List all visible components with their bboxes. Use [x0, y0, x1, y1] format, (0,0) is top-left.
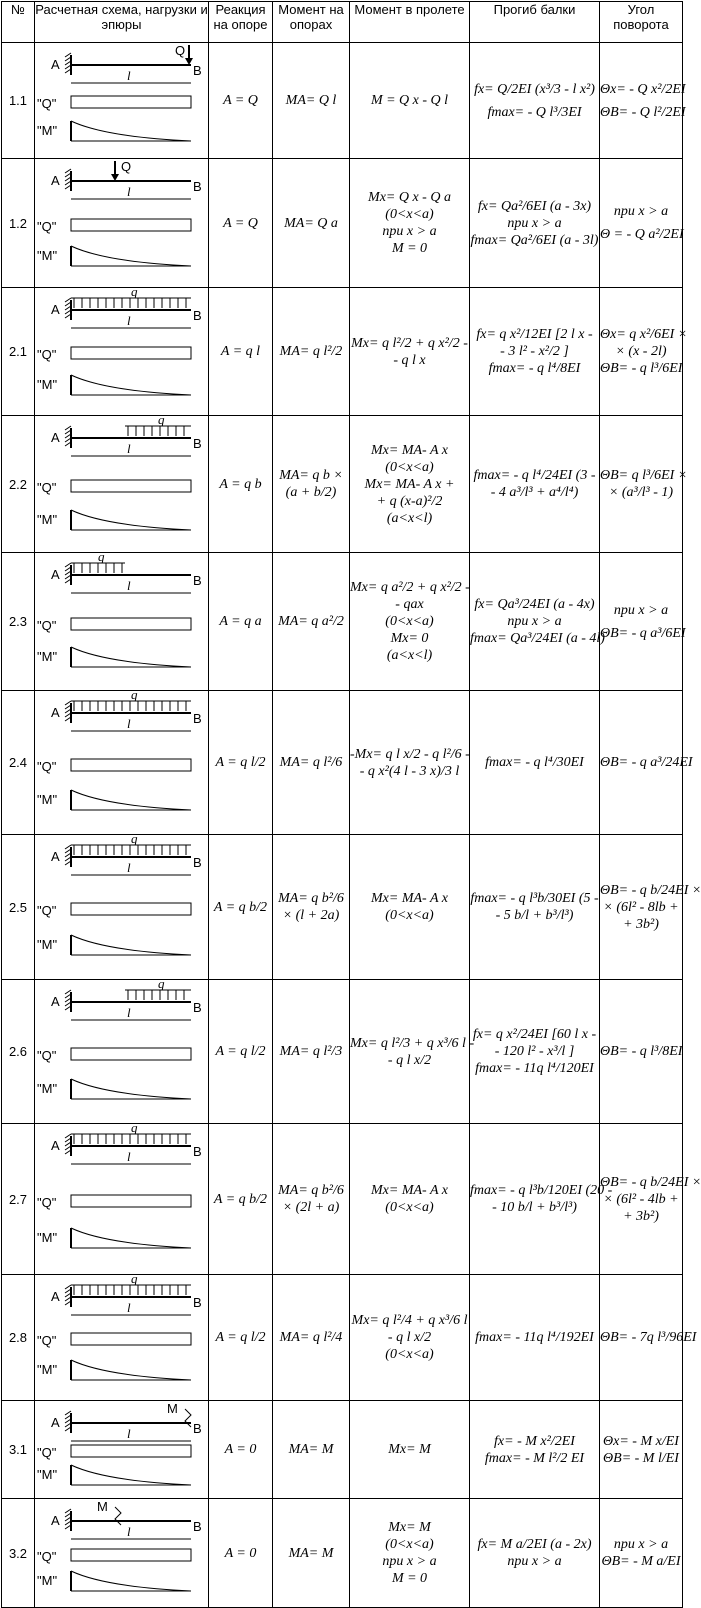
deflection-line: fmax= Qa³/24EI (a - 4l) [470, 631, 605, 646]
deflection-line: fmax= - 11q l⁴/120EI [475, 1061, 594, 1076]
label-moment-diagram: "M" [37, 123, 58, 138]
moment-span-line: (0<x<a) [385, 1347, 434, 1362]
label-a: A [51, 1415, 60, 1430]
label-dist-q: q [131, 284, 138, 299]
reaction-cell: A = q l/2 [209, 691, 273, 835]
moment-span-line: при x > a [382, 224, 437, 239]
scheme-cell [35, 284, 209, 416]
label-a: A [51, 302, 60, 317]
row-number: 2.8 [2, 1275, 35, 1401]
moment-support-cell: MA= q l²/4 [273, 1275, 350, 1401]
beam-scheme-diagram [35, 549, 209, 685]
moment-span-line: Mx= MA- A x [371, 1183, 448, 1198]
label-a: A [51, 1138, 60, 1153]
deflection-cell [470, 416, 600, 553]
moment-span-line: Mx= MA- A x [371, 891, 448, 906]
deflection-cell [470, 980, 600, 1124]
label-shear-diagram: "Q" [37, 1195, 57, 1210]
moment-span-cell [350, 416, 470, 553]
angle-line: ΘB= - Q l²/2EI [600, 104, 686, 120]
angle-cell [600, 1275, 697, 1401]
row-number: 2.7 [2, 1124, 35, 1275]
label-a: A [51, 849, 60, 864]
label-moment-diagram: "M" [37, 248, 58, 263]
label-l: l [127, 313, 131, 328]
beam-scheme-diagram [35, 687, 209, 829]
reaction-cell: A = q l [209, 288, 273, 416]
label-b: B [193, 436, 202, 451]
label-shear-diagram: "Q" [37, 480, 57, 495]
beam-scheme-diagram [35, 831, 209, 974]
label-shear-diagram: "Q" [37, 1048, 57, 1063]
reaction-cell: A = q l/2 [209, 1275, 273, 1401]
moment-support-cell: MA= M [273, 1401, 350, 1499]
moment-span-line: Mx= q l²/4 + q x³/6 l [351, 1313, 468, 1328]
label-moment-diagram: "M" [37, 1467, 58, 1482]
label-l: l [127, 716, 131, 731]
deflection-line: при x > a [507, 614, 562, 629]
beam-scheme-diagram [35, 1401, 209, 1493]
deflection-line: fx= - M x²/2EI [494, 1433, 575, 1449]
beam-scheme-diagram [35, 1499, 209, 1602]
angle-cell [600, 288, 688, 416]
deflection-line: - 120 l² - x³/l ] [494, 1044, 575, 1059]
beam-scheme-diagram [35, 1271, 209, 1395]
deflection-line: - 3 l² - x²/2 ] [500, 344, 569, 359]
label-moment-diagram: "M" [37, 1362, 58, 1377]
deflection-cell [470, 159, 600, 288]
moment-span-line: Mx= MA- A x + [364, 476, 455, 492]
label-a: A [51, 173, 60, 188]
row-number: 1.2 [2, 159, 35, 288]
moment-span-line: Mx= Q x - Q a [368, 190, 451, 205]
label-shear-diagram: "Q" [37, 1333, 57, 1348]
label-shear-diagram: "Q" [37, 759, 57, 774]
beam-scheme-diagram [35, 1120, 209, 1269]
reaction-cell: A = q a [209, 553, 273, 691]
angle-line: × (a³/l³ - 1) [608, 485, 674, 500]
moment-span-cell [350, 691, 470, 835]
moment-span-cell [350, 1499, 470, 1608]
moment-span-line: Mx= q l²/2 + q x²/2 - [351, 335, 468, 351]
label-shear-diagram: "Q" [37, 219, 57, 234]
header-moment-support: Момент на опорах [273, 2, 350, 43]
label-b: B [193, 308, 202, 323]
label-l: l [127, 441, 131, 456]
label-dist-q: q [158, 976, 165, 991]
deflection-line: - 10 b/l + b³/l³) [492, 1200, 577, 1215]
label-l: l [127, 184, 131, 199]
row-number: 2.3 [2, 553, 35, 691]
label-dist-q: q [131, 1120, 138, 1135]
moment-span-cell [350, 288, 470, 416]
moment-span-line: (a<x<l) [386, 648, 433, 663]
deflection-cell [470, 288, 600, 416]
angle-line: ΘB= - q l³/8EI [600, 1044, 683, 1059]
angle-line: ΘB= - q b/24EI × [600, 1174, 701, 1190]
moment-support-cell: MA= Q a [273, 159, 350, 288]
deflection-line: fx= M a/2EI (a - 2x) [477, 1537, 592, 1552]
angle-cell [600, 43, 686, 159]
angle-cell [600, 416, 688, 553]
table-row [2, 159, 683, 288]
deflection-line: fmax= - q l⁴/24EI (3 - [473, 468, 596, 483]
moment-span-line: M = Q x - Q l [370, 93, 449, 108]
moment-span-line: Mx= M [388, 1442, 431, 1457]
beam-scheme-diagram [35, 976, 209, 1118]
header-scheme: Расчетная схема, нагрузки и эпюры [35, 2, 209, 43]
table-row [2, 691, 683, 835]
label-b: B [193, 63, 202, 78]
table-row [2, 416, 683, 553]
angle-line: Θ = - Q a²/2EI [600, 227, 684, 242]
table-row [2, 1499, 683, 1608]
label-l: l [127, 1149, 131, 1164]
label-dist-q: q [131, 831, 138, 846]
moment-span-line: (0<x<a) [385, 908, 434, 923]
angle-cell [600, 1401, 683, 1499]
angle-line: ΘB= - q l³/6EI [600, 361, 683, 376]
moment-span-cell [350, 553, 470, 691]
deflection-line: - 5 b/l + b³/l³) [495, 908, 574, 923]
table-row [2, 980, 683, 1124]
row-number: 3.1 [2, 1401, 35, 1499]
moment-span-line: (a<x<l) [386, 510, 433, 526]
label-dist-q: q [98, 549, 105, 564]
row-number: 2.5 [2, 835, 35, 980]
deflection-line: fx= q x²/24EI [60 l x - [472, 1027, 597, 1042]
label-shear-diagram: "Q" [37, 347, 57, 362]
label-moment-diagram: "M" [37, 512, 58, 527]
moment-span-line: M = 0 [391, 1571, 428, 1586]
deflection-line: при x > a [507, 1554, 562, 1569]
reaction-cell: A = q b/2 [209, 835, 273, 980]
angle-line: Θx= - Q x²/2EI [600, 81, 686, 97]
label-a: A [51, 430, 60, 445]
table-row [2, 1275, 683, 1401]
label-l: l [127, 578, 131, 593]
moment-span-line: Mx= q a²/2 + q x²/2 - [350, 580, 470, 595]
moment-span-cell [350, 1124, 470, 1275]
row-number: 2.2 [2, 416, 35, 553]
moment-support-cell: MA= q l²/6 [273, 691, 350, 835]
reaction-cell: A = 0 [209, 1401, 273, 1499]
angle-line: ΘB= - q a³/24EI [600, 755, 693, 770]
moment-support-cell: MA= q l²/2 [273, 288, 350, 416]
row-number: 3.2 [2, 1499, 35, 1608]
moment-span-line: Mx= M [388, 1520, 431, 1535]
deflection-line: fx= Qa²/6EI (a - 3x) [477, 198, 592, 214]
moment-span-line: Mx= q l²/3 + q x³/6 l - [350, 1035, 475, 1051]
moment-span-cell [350, 1401, 470, 1499]
label-a: A [51, 1513, 60, 1528]
deflection-line: fmax= - q l⁴/8EI [488, 361, 581, 376]
angle-line: ΘB= - M a/EI [601, 1554, 681, 1569]
label-a: A [51, 994, 60, 1009]
moment-support-cell: MA= q b × (a + b/2) [273, 416, 350, 553]
label-dist-q: q [158, 412, 165, 427]
angle-line: ΘB= - q a³/6EI [600, 625, 686, 641]
moment-span-line: Mx= MA- A x [371, 442, 448, 458]
deflection-line: fmax= - q l⁴/30EI [485, 755, 584, 770]
reaction-cell: A = q b/2 [209, 1124, 273, 1275]
moment-span-line: M = 0 [391, 241, 428, 256]
deflection-cell [470, 691, 600, 835]
header-reaction: Реакция на опоре [209, 2, 273, 43]
moment-span-line: при x > a [382, 1554, 437, 1569]
label-b: B [193, 179, 202, 194]
moment-support-cell: MA= q b²/6 × (l + 2a) [273, 835, 350, 980]
label-shear-diagram: "Q" [37, 903, 57, 918]
label-b: B [193, 1421, 202, 1436]
table-row [2, 835, 683, 980]
label-l: l [127, 1426, 131, 1441]
deflection-line: fmax= - q l³b/120EI (20 - [470, 1183, 613, 1198]
scheme-cell [35, 549, 209, 691]
angle-line: ΘB= q l³/6EI × [600, 468, 688, 483]
row-number: 1.1 [2, 43, 35, 159]
label-moment-diagram: "M" [37, 792, 58, 807]
angle-line: + 3b²) [623, 916, 659, 932]
beam-formulas-table [1, 1, 701, 1608]
scheme-cell [35, 831, 209, 980]
angle-line: × (6l² - 8lb + [603, 899, 679, 915]
label-moment-diagram: "M" [37, 937, 58, 952]
deflection-cell [470, 1401, 600, 1499]
deflection-cell [470, 835, 600, 980]
angle-line: при x > a [613, 602, 669, 618]
moment-span-line: (0<x<a) [385, 207, 434, 222]
moment-support-cell: MA= q a²/2 [273, 553, 350, 691]
label-l: l [127, 1524, 131, 1539]
scheme-cell [35, 1499, 209, 1608]
deflection-cell [470, 1124, 613, 1275]
header-deflection: Прогиб балки [470, 2, 600, 43]
moment-span-line: -Mx= q l x/2 - q l²/6 - [350, 746, 470, 762]
label-l: l [127, 1300, 131, 1315]
table-row [2, 288, 683, 416]
scheme-cell [35, 159, 209, 288]
beam-scheme-diagram [35, 412, 209, 547]
moment-span-line: - q l x/2 [387, 1052, 432, 1068]
moment-span-cell [350, 43, 470, 159]
reaction-cell: A = Q [209, 159, 273, 288]
moment-support-cell: MA= q b²/6 × (2l + a) [273, 1124, 350, 1275]
angle-cell [600, 980, 683, 1124]
moment-support-cell: MA= M [273, 1499, 350, 1608]
label-shear-diagram: "Q" [37, 96, 57, 111]
label-a: A [51, 1289, 60, 1304]
label-moment: M [97, 1499, 108, 1514]
deflection-line: fmax= - 11q l⁴/192EI [475, 1330, 594, 1345]
reaction-cell: A = q l/2 [209, 980, 273, 1124]
moment-span-cell [350, 980, 475, 1124]
deflection-line: fmax= - M l²/2 EI [484, 1450, 585, 1466]
deflection-line: - 4 a³/l³ + a⁴/l⁴) [490, 485, 579, 500]
angle-cell [600, 1124, 701, 1275]
reaction-cell: A = 0 [209, 1499, 273, 1608]
angle-cell [600, 835, 701, 980]
moment-span-line: - q l x/2 [387, 1330, 432, 1345]
angle-line: × (6l² - 4lb + [603, 1191, 679, 1207]
label-l: l [127, 68, 131, 83]
scheme-cell [35, 1401, 209, 1499]
row-number: 2.4 [2, 691, 35, 835]
angle-line: при x > a [613, 1537, 669, 1552]
moment-span-cell [350, 1275, 470, 1401]
label-moment: M [167, 1401, 178, 1416]
moment-support-cell: MA= q l²/3 [273, 980, 350, 1124]
reaction-cell: A = q b [209, 416, 273, 553]
label-a: A [51, 57, 60, 72]
scheme-cell [35, 976, 209, 1124]
angle-line: ΘB= - q b/24EI × [600, 882, 701, 898]
angle-line: Θx= q x²/6EI × [600, 327, 688, 342]
label-shear-diagram: "Q" [37, 1445, 57, 1460]
angle-line: ΘB= - 7q l³/96EI [600, 1330, 697, 1345]
deflection-line: fx= q x²/12EI [2 l x - [476, 327, 593, 342]
label-moment-diagram: "M" [37, 649, 58, 664]
angle-cell [600, 159, 683, 288]
label-moment-diagram: "M" [37, 1573, 58, 1588]
beam-scheme-diagram [35, 284, 209, 410]
label-dist-q: q [131, 1271, 138, 1286]
table-row [2, 43, 683, 159]
label-moment-diagram: "M" [37, 1081, 58, 1096]
table-row [2, 553, 683, 691]
row-number: 2.1 [2, 288, 35, 416]
label-moment-diagram: "M" [37, 1230, 58, 1245]
label-load-q: Q [175, 43, 186, 58]
scheme-cell [35, 43, 209, 159]
header-num: № [2, 2, 35, 43]
header-angle: Угол поворота [600, 2, 683, 43]
moment-span-line: - q x²(4 l - 3 x)/3 l [359, 763, 460, 779]
moment-span-line: - q l x [393, 352, 426, 368]
scheme-cell [35, 687, 209, 835]
table-row [2, 1401, 683, 1499]
label-b: B [193, 1144, 202, 1159]
deflection-line: при x > a [507, 215, 562, 231]
angle-cell [600, 691, 693, 835]
label-shear-diagram: "Q" [37, 1549, 57, 1564]
label-l: l [127, 1005, 131, 1020]
scheme-cell [35, 1120, 209, 1275]
moment-span-line: (0<x<a) [385, 1200, 434, 1215]
deflection-cell [470, 1499, 600, 1608]
moment-span-cell [350, 835, 470, 980]
label-moment-diagram: "M" [37, 377, 58, 392]
label-b: B [193, 1295, 202, 1310]
label-b: B [193, 711, 202, 726]
deflection-cell [470, 1275, 600, 1401]
label-dist-q: q [131, 687, 138, 702]
deflection-cell [470, 43, 600, 159]
angle-cell [600, 553, 686, 691]
moment-span-line: (0<x<a) [385, 1537, 434, 1552]
angle-cell [600, 1499, 683, 1608]
moment-span-cell [350, 159, 470, 288]
row-number: 2.6 [2, 980, 35, 1124]
label-b: B [193, 573, 202, 588]
deflection-line: fmax= - Q l³/3EI [487, 104, 582, 120]
deflection-cell [470, 553, 605, 691]
deflection-line: fx= Q/2EI (x³/3 - l x²) [474, 81, 595, 97]
scheme-cell [35, 412, 209, 553]
angle-line: × (x - 2l) [615, 344, 667, 359]
label-a: A [51, 567, 60, 582]
header-moment-span: Момент в пролете [350, 2, 470, 43]
reaction-cell: A = Q [209, 43, 273, 159]
angle-line: + 3b²) [623, 1208, 659, 1224]
moment-span-line: + q (x-a)²/2 [376, 493, 443, 509]
beam-scheme-diagram [35, 43, 209, 153]
label-l: l [127, 860, 131, 875]
moment-span-line: (0<x<a) [385, 614, 434, 629]
deflection-line: fx= Qa³/24EI (a - 4x) [474, 597, 595, 612]
deflection-line: fmax= Qa²/6EI (a - 3l) [470, 232, 599, 248]
scheme-cell [35, 1271, 209, 1401]
moment-span-line: (0<x<a) [385, 459, 434, 475]
moment-span-line: - qax [395, 597, 424, 612]
label-b: B [193, 1519, 202, 1534]
label-load-q: Q [121, 159, 132, 174]
label-a: A [51, 705, 60, 720]
moment-span-line: Mx= 0 [390, 631, 429, 646]
label-b: B [193, 1000, 202, 1015]
angle-line: Θx= - M x/EI [603, 1433, 679, 1449]
label-b: B [193, 855, 202, 870]
beam-scheme-diagram [35, 159, 209, 282]
header-row [2, 2, 683, 43]
angle-line: ΘB= - M l/EI [603, 1450, 679, 1466]
table-row [2, 1124, 683, 1275]
moment-support-cell: MA= Q l [273, 43, 350, 159]
label-shear-diagram: "Q" [37, 618, 57, 633]
angle-line: при x > a [613, 204, 669, 219]
deflection-line: fmax= - q l³b/30EI (5 - [470, 891, 599, 906]
